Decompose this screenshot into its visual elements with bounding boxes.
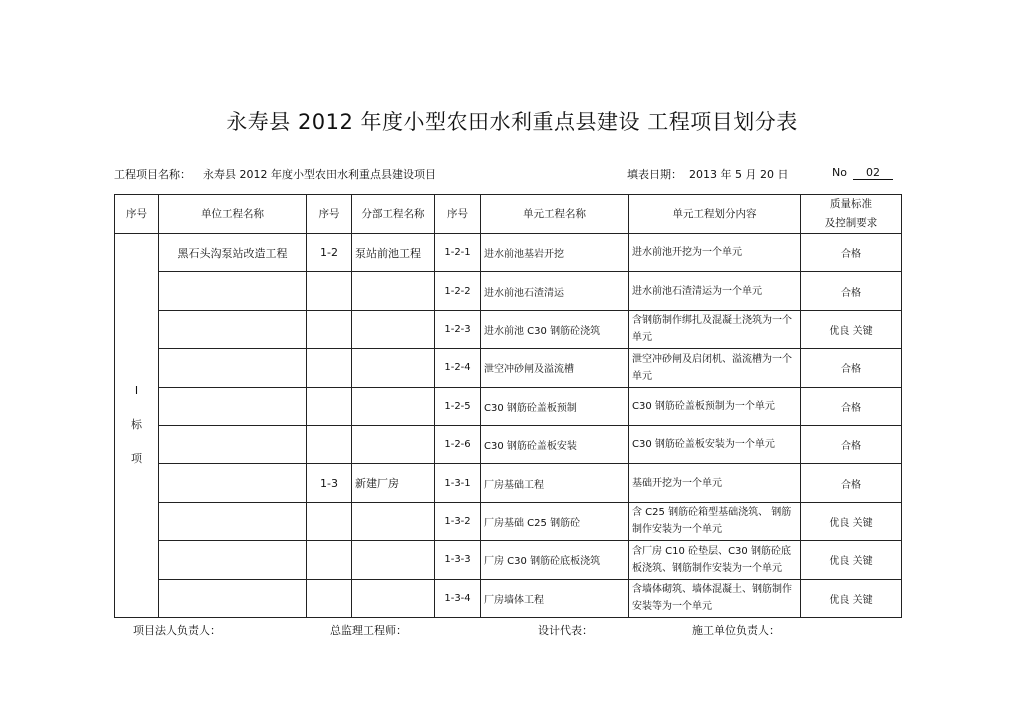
sub-name-cell: 泵站前池工程 (352, 234, 435, 272)
table-row (115, 425, 902, 463)
table-row (115, 464, 902, 502)
sub-name-cell (352, 541, 435, 579)
quality-cell: 合格 (801, 387, 902, 425)
header-seq: 序号 (115, 195, 159, 234)
sub-name-cell (352, 310, 435, 348)
table-row (115, 272, 902, 310)
footer-legal-person: 项目法人负责人： (133, 624, 221, 637)
sub-no-cell (307, 579, 352, 617)
project-name-label: 工程项目名称： (114, 168, 191, 181)
sub-no-cell (307, 310, 352, 348)
project-name-value: 永寿县 2012 年度小型农田水利重点县建设项目 (203, 168, 436, 181)
sub-no-cell (307, 349, 352, 387)
element-name-cell: 厂房墙体工程 (481, 579, 629, 617)
unit-project-cell: 黑石头沟泵站改造工程 (159, 234, 307, 272)
fill-date-line (627, 166, 788, 182)
sub-no-cell: 1-2 (307, 234, 352, 272)
quality-cell: 合格 (801, 349, 902, 387)
quality-cell: 优良 关键 (801, 310, 902, 348)
footer-chief-supervisor: 总监理工程师： (330, 624, 407, 637)
element-no-cell: 1-2-2 (435, 272, 481, 310)
table-row (115, 310, 902, 348)
section-label-2: 标 (131, 418, 142, 432)
element-name-cell: C30 钢筋砼盖板预制 (481, 387, 629, 425)
sub-no-cell (307, 425, 352, 463)
header-quality (801, 195, 902, 234)
sub-name-cell (352, 349, 435, 387)
table-row (115, 387, 902, 425)
element-no-cell: 1-3-1 (435, 464, 481, 502)
quality-cell: 合格 (801, 272, 902, 310)
fill-date-label: 填表日期： (627, 168, 682, 181)
unit-project-cell (159, 464, 307, 502)
header-unit-project: 单位工程名称 (159, 195, 307, 234)
form-number-value: 02 (853, 167, 893, 180)
quality-cell: 优良 关键 (801, 502, 902, 540)
section-label (115, 234, 159, 618)
footer-construction-lead: 施工单位负责人： (692, 624, 780, 637)
header-quality-line1: 质量标准 (830, 198, 872, 210)
element-name-cell: 厂房基础 C25 钢筋砼 (481, 502, 629, 540)
header-seq2: 序号 (307, 195, 352, 234)
header-quality-line2: 及控制要求 (824, 217, 878, 229)
header-sub-project: 分部工程名称 (352, 195, 435, 234)
element-name-cell: 进水前池 C30 钢筋砼浇筑 (481, 310, 629, 348)
element-no-cell: 1-2-4 (435, 349, 481, 387)
table-row (115, 502, 902, 540)
quality-cell: 合格 (801, 464, 902, 502)
quality-cell: 合格 (801, 234, 902, 272)
table-row (115, 541, 902, 579)
document-title: 永寿县 2012 年度小型农田水利重点县建设 工程项目划分表 (226, 110, 798, 134)
sub-no-cell (307, 541, 352, 579)
unit-project-cell (159, 387, 307, 425)
sub-no-cell (307, 387, 352, 425)
table-row (115, 234, 902, 272)
sub-no-cell: 1-3 (307, 464, 352, 502)
quality-cell: 优良 关键 (801, 541, 902, 579)
division-content-cell: 含 C25 钢筋砼箱型基础浇筑、 钢筋制作安装为一个单元 (629, 502, 801, 540)
division-content-cell: 含厂房 C10 砼垫层、C30 钢筋砼底板浇筑、钢筋制作安装为一个单元 (629, 541, 801, 579)
element-no-cell: 1-3-2 (435, 502, 481, 540)
unit-project-cell (159, 349, 307, 387)
element-no-cell: 1-3-3 (435, 541, 481, 579)
section-label-3: 项 (131, 452, 142, 466)
element-name-cell: 厂房 C30 钢筋砼底板浇筑 (481, 541, 629, 579)
header-element-project: 单元工程名称 (481, 195, 629, 234)
element-name-cell: C30 钢筋砼盖板安装 (481, 425, 629, 463)
division-content-cell: 泄空冲砂闸及启闭机、溢流槽为一个单元 (629, 349, 801, 387)
element-no-cell: 1-2-1 (435, 234, 481, 272)
element-name-cell: 进水前池基岩开挖 (481, 234, 629, 272)
unit-project-cell (159, 502, 307, 540)
element-no-cell: 1-2-6 (435, 425, 481, 463)
division-content-cell: 含墙体砌筑、墙体混凝土、钢筋制作安装等为一个单元 (629, 579, 801, 617)
sub-name-cell: 新建厂房 (352, 464, 435, 502)
element-name-cell: 厂房基础工程 (481, 464, 629, 502)
division-content-cell: 进水前池开挖为一个单元 (629, 234, 801, 272)
element-no-cell: 1-3-4 (435, 579, 481, 617)
sub-name-cell (352, 579, 435, 617)
division-table (114, 194, 902, 618)
quality-cell: 合格 (801, 425, 902, 463)
unit-project-cell (159, 425, 307, 463)
table-row (115, 579, 902, 617)
division-content-cell: 进水前池石渣清运为一个单元 (629, 272, 801, 310)
project-name-line (114, 166, 436, 182)
sub-name-cell (352, 272, 435, 310)
element-name-cell: 进水前池石渣清运 (481, 272, 629, 310)
sub-no-cell (307, 502, 352, 540)
division-content-cell: 基础开挖为一个单元 (629, 464, 801, 502)
unit-project-cell (159, 541, 307, 579)
unit-project-cell (159, 272, 307, 310)
element-no-cell: 1-2-5 (435, 387, 481, 425)
sub-name-cell (352, 502, 435, 540)
element-name-cell: 泄空冲砂闸及溢流槽 (481, 349, 629, 387)
sub-name-cell (352, 387, 435, 425)
unit-project-cell (159, 579, 307, 617)
sub-no-cell (307, 272, 352, 310)
element-no-cell: 1-2-3 (435, 310, 481, 348)
header-seq3: 序号 (435, 195, 481, 234)
unit-project-cell (159, 310, 307, 348)
section-label-1: I (134, 384, 139, 398)
header-division-content: 单元工程划分内容 (629, 195, 801, 234)
form-number-label: No (832, 166, 847, 179)
division-content-cell: 含钢筋制作绑扎及混凝土浇筑为一个单元 (629, 310, 801, 348)
fill-date-value: 2013 年 5 月 20 日 (689, 168, 789, 181)
footer-design-rep: 设计代表： (538, 624, 593, 637)
quality-cell: 优良 关键 (801, 579, 902, 617)
table-row (115, 349, 902, 387)
division-content-cell: C30 钢筋砼盖板预制为一个单元 (629, 387, 801, 425)
form-number (832, 166, 893, 180)
table-header-row (115, 195, 902, 234)
sub-name-cell (352, 425, 435, 463)
division-content-cell: C30 钢筋砼盖板安装为一个单元 (629, 425, 801, 463)
